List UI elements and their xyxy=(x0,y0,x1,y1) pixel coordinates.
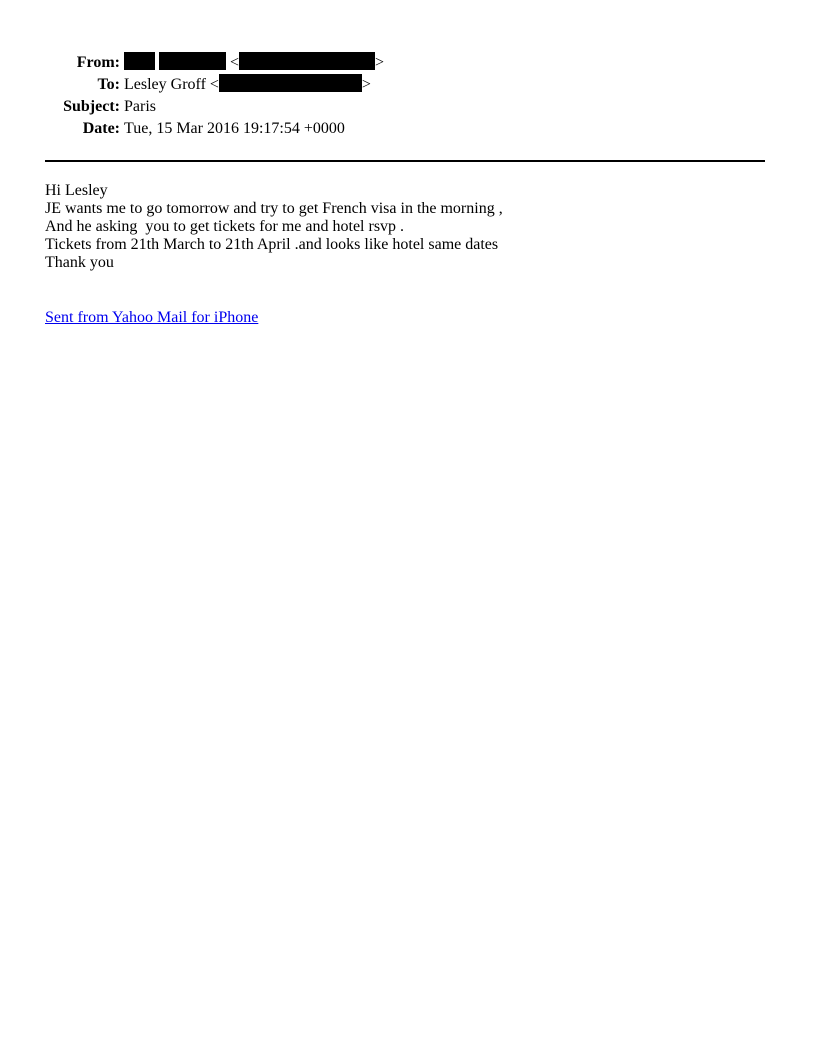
body-line: And he asking you to get tickets for me and hotel rsvp . xyxy=(45,218,405,235)
from-label: From: xyxy=(76,54,120,71)
subject-label: Subject: xyxy=(63,98,120,115)
date-row xyxy=(0,118,816,140)
to-value xyxy=(124,74,371,96)
to-close-bracket: > xyxy=(361,76,371,93)
to-label: To: xyxy=(97,76,120,93)
body-line: Tickets from 21th March to 21th April .and looks like hotel same dates xyxy=(45,236,499,253)
date-value: Tue, 15 Mar 2016 19:17:54 +0000 xyxy=(124,120,345,137)
redaction-block xyxy=(159,52,226,70)
yahoo-mail-link[interactable]: Sent from Yahoo Mail for iPhone xyxy=(45,309,259,326)
subject-value: Paris xyxy=(124,98,156,115)
subject-row xyxy=(0,96,816,118)
email-header xyxy=(0,52,816,140)
redaction-block xyxy=(239,52,375,70)
header-divider xyxy=(45,160,765,162)
from-row xyxy=(0,52,816,74)
to-name: Lesley Groff < xyxy=(124,76,219,93)
date-label: Date: xyxy=(82,120,120,137)
redaction-block xyxy=(124,52,155,70)
body-line: Thank you xyxy=(45,254,114,271)
body-line: JE wants me to go tomorrow and try to get French visa in the morning , xyxy=(45,200,503,217)
redaction-block xyxy=(219,74,362,92)
from-close-bracket: > xyxy=(375,54,385,71)
signature xyxy=(45,309,258,327)
message-body xyxy=(45,182,765,272)
from-open-bracket: < xyxy=(230,54,240,71)
from-value xyxy=(124,52,384,74)
to-row xyxy=(0,74,816,96)
body-line: Hi Lesley xyxy=(45,182,108,199)
